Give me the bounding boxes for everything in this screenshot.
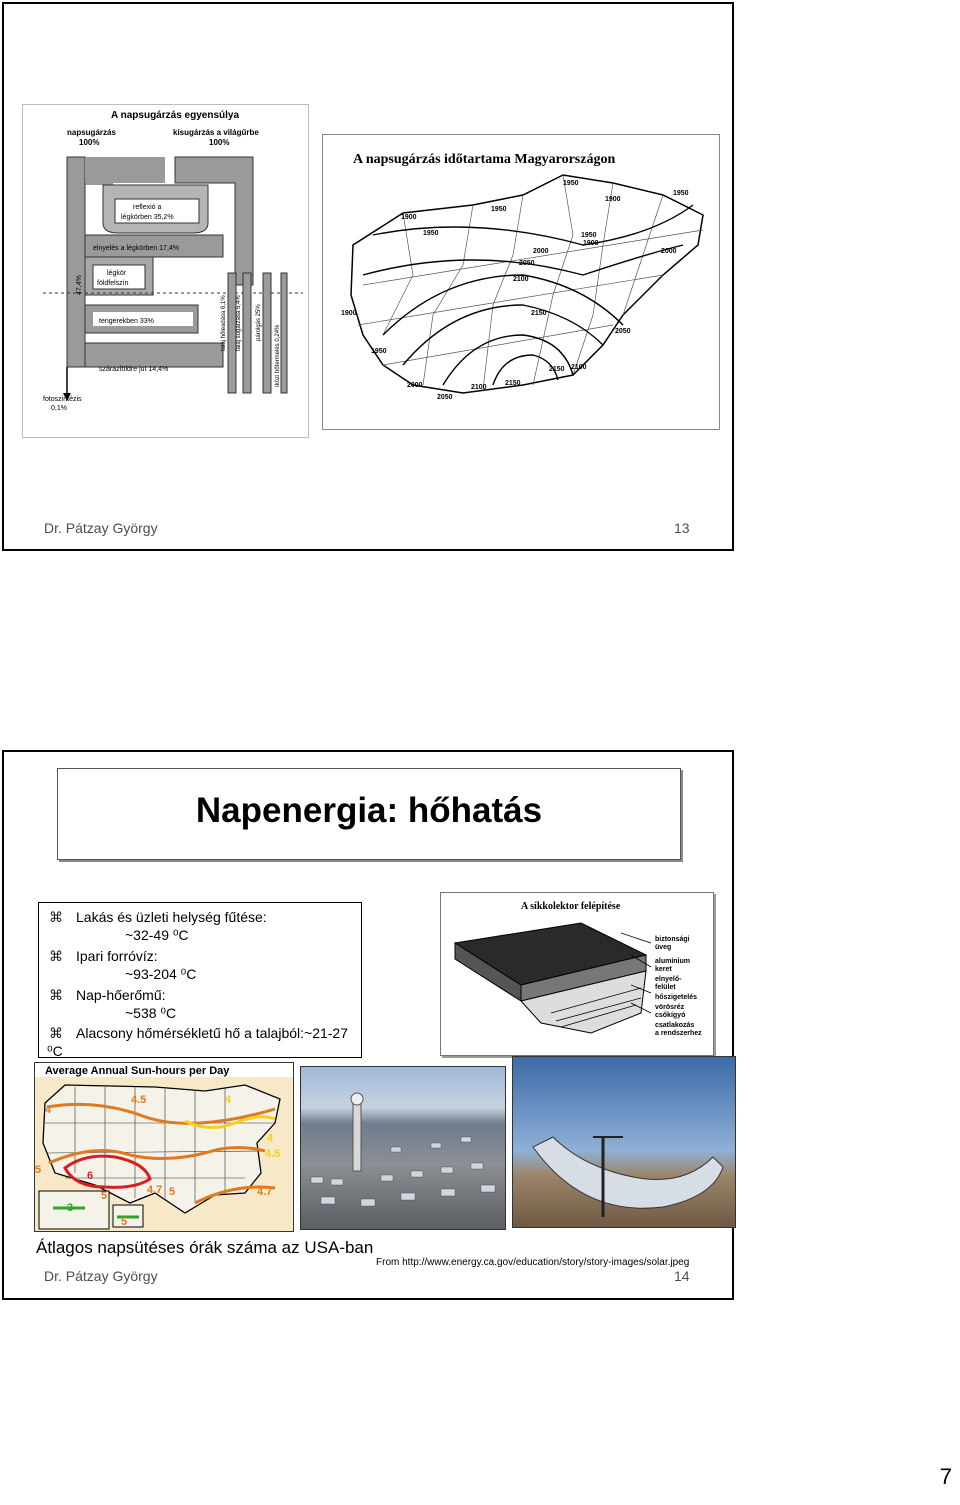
balance-incoming: napsugárzás <box>67 128 116 137</box>
slide-number: 14 <box>674 1268 690 1284</box>
collector-label: vörösréz <box>655 1004 685 1011</box>
balance-v4: Iközi hőtermelés 0,24% <box>275 324 281 387</box>
hungary-sunshine-map <box>322 134 720 430</box>
collector-title: A síkkolektor felépítése <box>521 901 621 912</box>
bullet-icon: ⌘ <box>49 948 63 964</box>
map-title: A napsugárzás időtartama Magyarországon <box>353 152 616 167</box>
usa-value: 5 <box>169 1186 176 1198</box>
usa-value: 4.5 <box>265 1148 281 1160</box>
balance-title: A napsugárzás egyensúlya <box>111 110 240 121</box>
isoline-label: 2150 <box>531 310 547 317</box>
isoline-label: 2050 <box>519 260 535 267</box>
bullet-item <box>49 948 158 965</box>
balance-absorption: elnyelés a légkörben 17,4% <box>93 245 180 252</box>
sheet-page-number: 7 <box>939 1464 952 1489</box>
energy-balance-diagram <box>22 104 309 438</box>
usa-value: 6 <box>87 1170 94 1182</box>
balance-photo: fotoszintézis <box>43 396 82 403</box>
usa-value: 4 <box>267 1132 274 1144</box>
balance-v2: talaj sugárzása 5,4% <box>236 295 242 351</box>
isoline-label: 1900 <box>605 196 621 203</box>
slide-number: 13 <box>674 520 690 536</box>
slide-title: Napenergia: hőhatás <box>195 791 543 830</box>
balance-atmo2: földfelszín <box>97 280 129 287</box>
collector-label: alumínium <box>655 958 691 965</box>
tower-svg <box>301 1067 505 1229</box>
bullet-value: ~93-204 ⁰C <box>125 966 197 982</box>
balance-outgoing-pct: 100% <box>209 138 230 147</box>
collector-svg <box>441 893 713 1055</box>
balance-atmo: légkör <box>107 270 127 277</box>
balance-v3: párolgás 25% <box>256 304 262 341</box>
usa-value: 5 <box>121 1216 128 1228</box>
isoline-label: 1950 <box>563 180 579 187</box>
isoline-label: 1950 <box>673 190 689 197</box>
bullet-value: ⁰C <box>47 1043 63 1059</box>
isoline-label: 1950 <box>491 206 507 213</box>
trough-svg <box>513 1057 735 1227</box>
bullet-icon: ⌘ <box>49 1025 63 1041</box>
isoline-label: 2100 <box>471 384 487 391</box>
isoline-label: 2000 <box>533 248 549 255</box>
slide-14 <box>2 750 734 1300</box>
isoline-label: 1900 <box>583 240 599 247</box>
bullet-label: Ipari forróvíz: <box>76 948 158 964</box>
isoline-label: 2100 <box>571 364 587 371</box>
isoline-label: 2150 <box>505 380 521 387</box>
bullet-item <box>49 1025 348 1042</box>
title-box <box>57 768 681 860</box>
usa-value: 5 <box>35 1164 42 1176</box>
image-source: From http://www.energy.ca.gov/education/story/story-images/solar.jpeg <box>376 1257 690 1268</box>
bullet-label: Alacsony hőmérsékletű hő a talajból:~21-27 <box>76 1025 349 1041</box>
usa-value: 4.5 <box>131 1094 147 1106</box>
isoline-label: 2050 <box>437 394 453 401</box>
usa-map-svg <box>35 1063 293 1231</box>
usa-value: 5 <box>101 1190 108 1202</box>
collector-label: csőkígyó <box>655 1012 686 1019</box>
hungary-map-svg <box>323 135 719 429</box>
usa-value: 4 <box>225 1094 232 1106</box>
isoline-label: 1900 <box>401 214 417 221</box>
isoline-label: 2150 <box>549 366 565 373</box>
bullet-label: Nap-hőerőmű: <box>76 987 166 1003</box>
footer-author: Dr. Pátzay György <box>44 520 158 536</box>
parabolic-trough-photo <box>512 1056 736 1228</box>
usa-value: 4 <box>45 1104 52 1116</box>
isoline-label: 2100 <box>513 276 529 283</box>
slide-13 <box>2 2 734 551</box>
energy-balance-svg <box>23 105 308 437</box>
balance-reflection: reflexió a <box>133 204 162 211</box>
bullet-list <box>38 902 362 1058</box>
collector-label: hőszigetelés <box>655 994 698 1001</box>
collector-label: csatlakozás <box>655 1022 695 1029</box>
collector-label: felület <box>655 984 676 991</box>
balance-left-pct: 47,4% <box>76 275 83 295</box>
bullet-icon: ⌘ <box>49 987 63 1003</box>
balance-outgoing: kisugárzás a világűrbe <box>173 128 259 137</box>
isoline-label: 1950 <box>581 232 597 239</box>
balance-v1: talaj hőleadása 6,1% <box>221 295 227 351</box>
isoline-label: 1900 <box>341 310 357 317</box>
collector-label: a rendszerhez <box>655 1030 702 1037</box>
usa-value: 4.7 <box>147 1184 163 1196</box>
usa-map-title: Average Annual Sun-hours per Day <box>45 1065 230 1077</box>
bullet-label: Lakás és üzleti helység fűtése: <box>76 909 267 925</box>
collector-label: üveg <box>655 944 672 951</box>
balance-photo-pct: 0,1% <box>51 405 67 412</box>
usa-value: 4.7 <box>257 1186 273 1198</box>
bullet-value: ~32-49 ⁰C <box>125 927 189 943</box>
balance-incoming-pct: 100% <box>79 138 100 147</box>
isoline-label: 2050 <box>615 328 631 335</box>
usa-value: 3 <box>67 1202 74 1214</box>
isoline-label: 1950 <box>371 348 387 355</box>
balance-reflection2: légkörben 35,2% <box>121 214 174 221</box>
collector-label: biztonsági <box>655 936 690 943</box>
bullet-item <box>49 987 166 1004</box>
flat-collector-figure <box>440 892 714 1056</box>
bullet-item <box>49 909 267 926</box>
collector-label: elnyelő- <box>655 976 682 983</box>
footer-author: Dr. Pátzay György <box>44 1268 158 1284</box>
isoline-label: 2000 <box>661 248 677 255</box>
usa-caption: Átlagos napsütéses órák száma az USA-ban <box>36 1238 374 1257</box>
solar-tower-photo <box>300 1066 506 1230</box>
balance-land: szárazföldre jut 14,4% <box>99 366 169 373</box>
usa-sun-hours-map <box>34 1062 294 1232</box>
collector-label: keret <box>655 966 672 973</box>
bullet-value: ~538 ⁰C <box>125 1005 177 1021</box>
isoline-label: 1950 <box>423 230 439 237</box>
isoline-label: 2000 <box>407 382 423 389</box>
bullet-icon: ⌘ <box>49 909 63 925</box>
balance-ocean: tengerekben 33% <box>99 318 154 325</box>
